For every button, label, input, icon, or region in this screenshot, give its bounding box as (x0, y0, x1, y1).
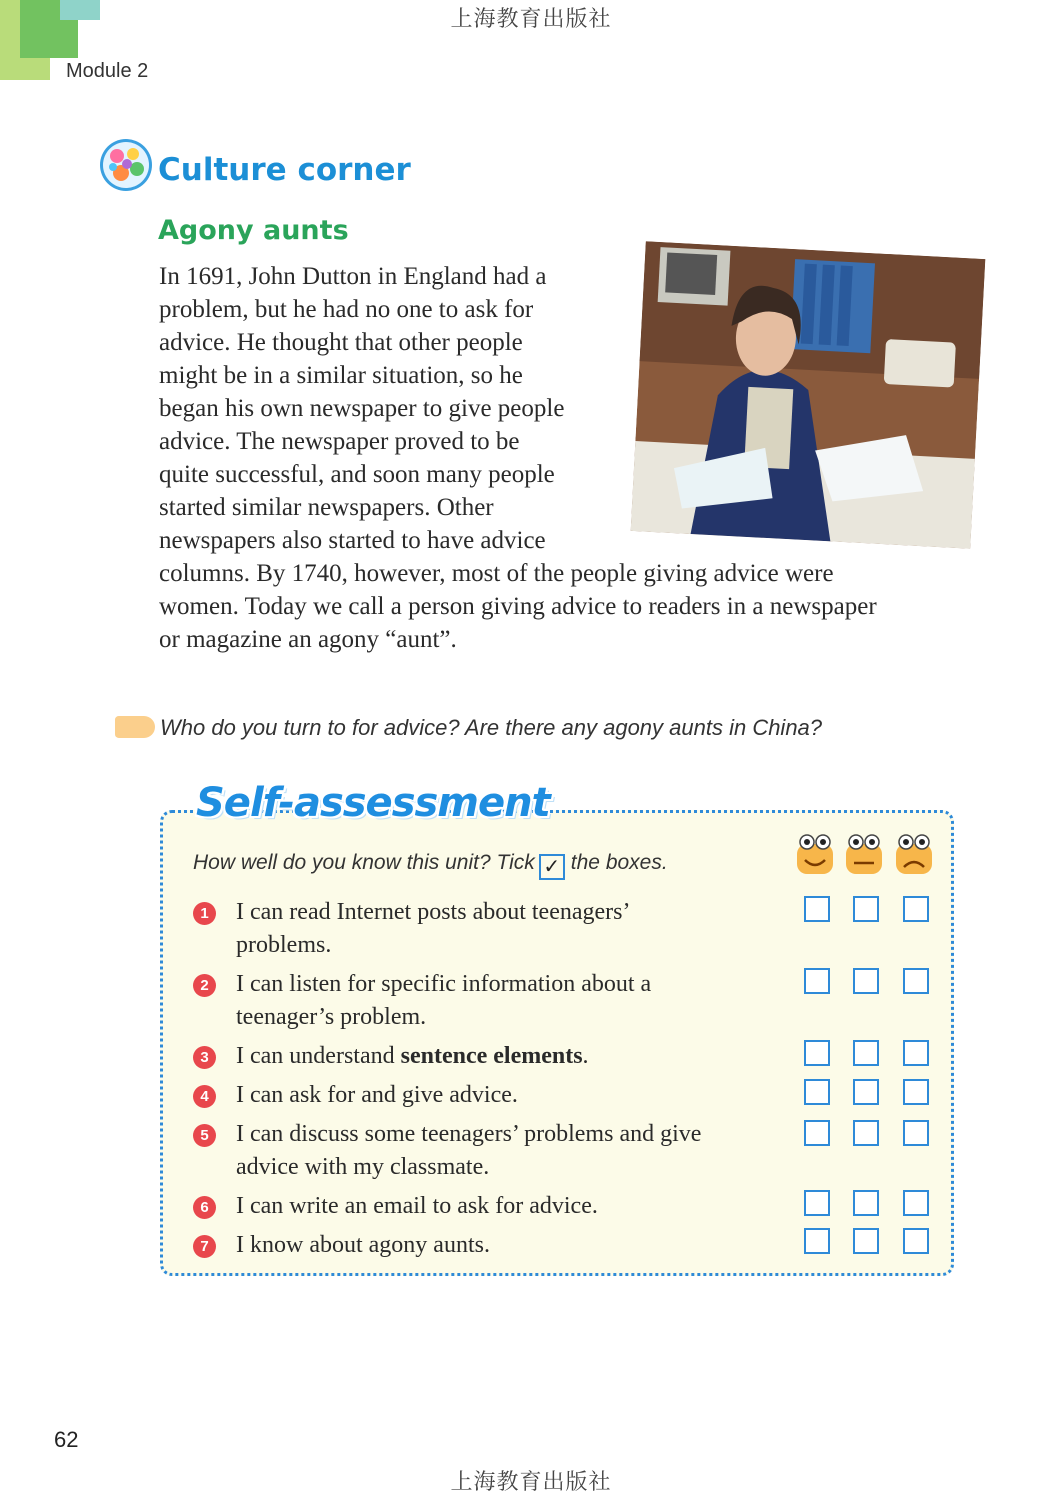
culture-globe-icon (99, 138, 153, 192)
checkbox-happy[interactable] (804, 1228, 830, 1254)
checkbox-happy[interactable] (804, 1190, 830, 1216)
item-number-badge: 1 (193, 902, 216, 925)
publisher-footer: 上海教育出版社 (450, 1470, 612, 1495)
section-title: Culture corner (158, 152, 411, 188)
item-text-part: . (582, 1043, 589, 1069)
item-number-badge: 5 (193, 1124, 216, 1147)
self-assessment-instruction (193, 851, 668, 880)
checkbox-neutral[interactable] (853, 1079, 879, 1105)
checkbox-sad[interactable] (903, 896, 929, 922)
question-tag-marker (115, 716, 155, 738)
neutral-face-icon (843, 832, 885, 876)
item-text-bold: sentence elements (400, 1043, 583, 1069)
paragraph-line: women. Today we call a person giving advice to readers in a newspaper (159, 593, 877, 620)
instruction-text: How well do you know this unit? Tick (193, 851, 535, 874)
corner-decoration (60, 0, 100, 20)
paragraph-line: might be in a similar situation, so he (159, 362, 523, 389)
item-text-part: I can understand (236, 1043, 401, 1069)
checkbox-happy[interactable] (804, 1079, 830, 1105)
paragraph-line: advice. The newspaper proved to be (159, 428, 520, 455)
item-text: advice with my classmate. (236, 1154, 490, 1180)
checkbox-sad[interactable] (903, 1079, 929, 1105)
item-number-badge: 6 (193, 1196, 216, 1219)
checkbox-happy[interactable] (804, 1040, 830, 1066)
checkbox-sad[interactable] (903, 1120, 929, 1146)
paragraph-line: columns. By 1740, however, most of the people giving advice were (159, 560, 834, 587)
item-text (236, 1040, 589, 1073)
paragraph-line: newspapers also started to have advice (159, 527, 546, 554)
checkbox-sad[interactable] (903, 1040, 929, 1066)
item-text: teenager’s problem. (236, 1004, 427, 1030)
item-text: I know about agony aunts. (236, 1232, 490, 1258)
discussion-question: Who do you turn to for advice? Are there any agony aunts in China? (160, 715, 823, 740)
item-number-badge: 7 (193, 1235, 216, 1258)
paragraph-line: started similar newspapers. Other (159, 494, 494, 521)
item-text: problems. (236, 932, 332, 958)
checkbox-neutral[interactable] (853, 1190, 879, 1216)
checkbox-neutral[interactable] (853, 1040, 879, 1066)
item-text: I can listen for specific information about a (236, 971, 652, 997)
article-title: Agony aunts (158, 215, 349, 246)
publisher-header: 上海教育出版社 (450, 7, 612, 32)
checkbox-happy[interactable] (804, 1120, 830, 1146)
checkbox-sad[interactable] (903, 968, 929, 994)
paragraph-line: In 1691, John Dutton in England had a (159, 263, 547, 290)
woman-reading-letters-photo (631, 241, 986, 548)
item-number-badge: 2 (193, 974, 216, 997)
checkbox-neutral[interactable] (853, 968, 879, 994)
checkbox-happy[interactable] (804, 968, 830, 994)
paragraph-line: quite successful, and soon many people (159, 461, 555, 488)
module-label: Module 2 (66, 60, 149, 82)
instruction-text: the boxes. (570, 851, 668, 874)
page-number: 62 (54, 1427, 79, 1452)
paragraph-line: problem, but he had no one to ask for (159, 296, 534, 323)
checkbox-sad[interactable] (903, 1190, 929, 1216)
paragraph-line: advice. He thought that other people (159, 329, 523, 356)
item-number-badge: 4 (193, 1085, 216, 1108)
paragraph-line: began his own newspaper to give people (159, 395, 565, 422)
happy-face-icon (794, 832, 836, 876)
item-text: I can read Internet posts about teenagers’ (236, 899, 631, 925)
item-text: I can write an email to ask for advice. (236, 1193, 598, 1219)
item-text: I can discuss some teenagers’ problems and give (236, 1121, 702, 1147)
checkbox-sad[interactable] (903, 1228, 929, 1254)
item-text: I can ask for and give advice. (236, 1082, 518, 1108)
paragraph-line: or magazine an agony “aunt”. (159, 626, 457, 653)
item-number-badge: 3 (193, 1046, 216, 1069)
self-assessment-title: Self-assessment (196, 780, 550, 826)
tick-example-box: ✓ (539, 854, 565, 880)
checkbox-neutral[interactable] (853, 1228, 879, 1254)
sad-face-icon (893, 832, 935, 876)
checkbox-neutral[interactable] (853, 896, 879, 922)
checkbox-neutral[interactable] (853, 1120, 879, 1146)
checkbox-happy[interactable] (804, 896, 830, 922)
